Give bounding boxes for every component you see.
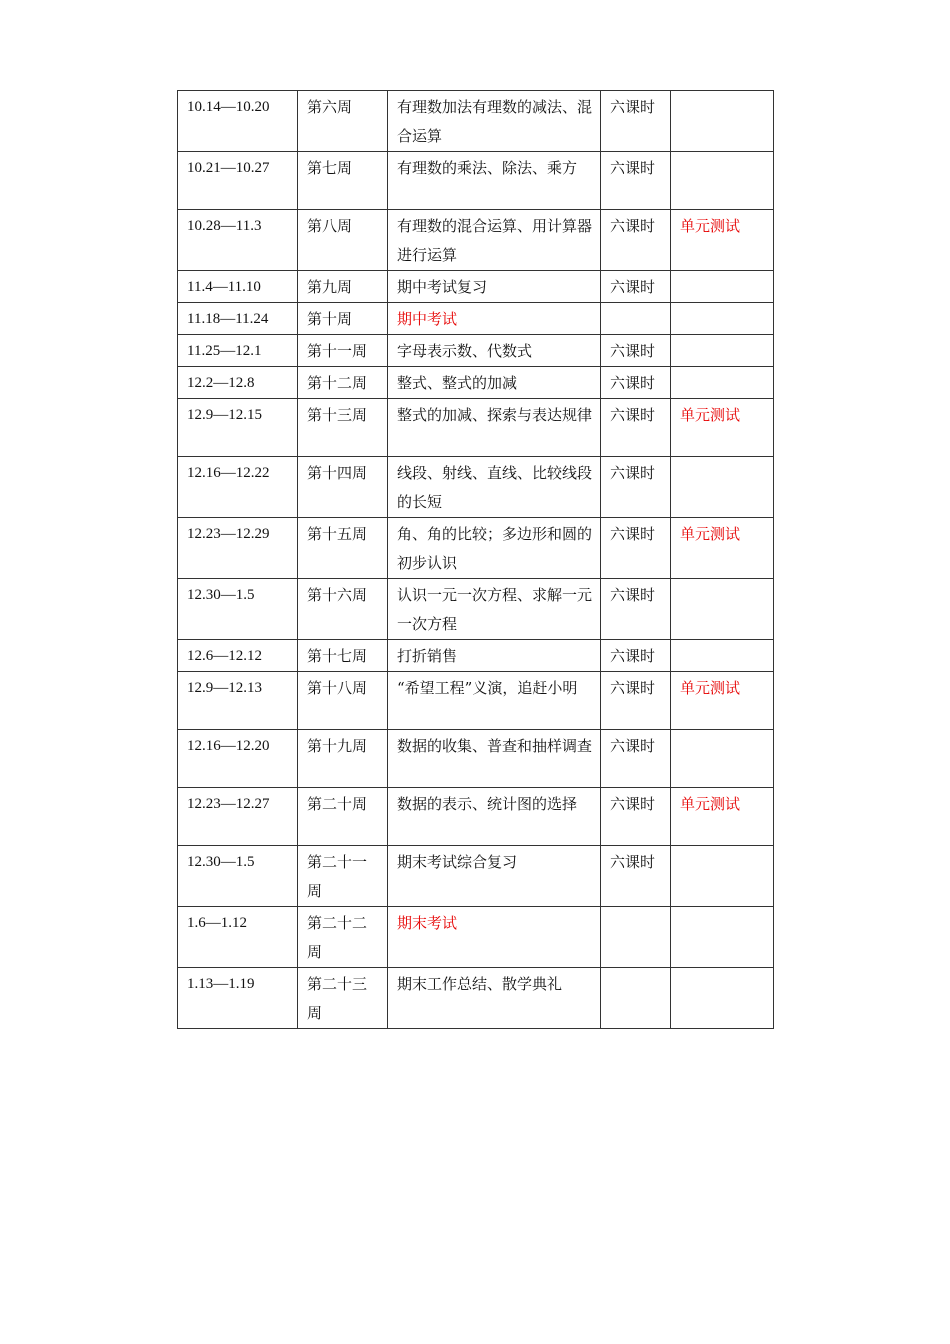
hours-cell: 六课时 xyxy=(601,846,671,907)
note-cell xyxy=(671,335,774,367)
week-cell: 第十九周 xyxy=(298,730,388,788)
hours-cell: 六课时 xyxy=(601,210,671,271)
hours-cell: 六课时 xyxy=(601,730,671,788)
content-cell: 整式、整式的加减 xyxy=(388,367,601,399)
hours-cell: 六课时 xyxy=(601,271,671,303)
week-cell: 第八周 xyxy=(298,210,388,271)
note-cell: 单元测试 xyxy=(671,518,774,579)
date-cell: 12.30—1.5 xyxy=(178,846,298,907)
hours-cell xyxy=(601,303,671,335)
week-cell: 第十一周 xyxy=(298,335,388,367)
week-cell: 第七周 xyxy=(298,152,388,210)
week-cell: 第十八周 xyxy=(298,672,388,730)
date-cell: 11.25—12.1 xyxy=(178,335,298,367)
hours-cell: 六课时 xyxy=(601,672,671,730)
week-cell: 第二十二周 xyxy=(298,907,388,968)
date-cell: 1.13—1.19 xyxy=(178,968,298,1029)
note-cell xyxy=(671,907,774,968)
hours-cell: 六课时 xyxy=(601,335,671,367)
note-cell: 单元测试 xyxy=(671,210,774,271)
date-cell: 11.18—11.24 xyxy=(178,303,298,335)
content-cell: 有理数加法有理数的减法、混合运算 xyxy=(388,91,601,152)
note-cell xyxy=(671,152,774,210)
table-row xyxy=(178,303,774,335)
hours-cell: 六课时 xyxy=(601,367,671,399)
hours-cell: 六课时 xyxy=(601,457,671,518)
date-cell: 10.14—10.20 xyxy=(178,91,298,152)
hours-cell: 六课时 xyxy=(601,91,671,152)
date-cell: 1.6—1.12 xyxy=(178,907,298,968)
content-cell: 期中考试 xyxy=(388,303,601,335)
week-cell: 第二十一周 xyxy=(298,846,388,907)
table-row xyxy=(178,152,774,210)
table-row xyxy=(178,672,774,730)
note-cell xyxy=(671,640,774,672)
week-cell: 第十三周 xyxy=(298,399,388,457)
schedule-table xyxy=(177,90,774,1029)
content-cell: 整式的加减、探索与表达规律 xyxy=(388,399,601,457)
content-cell: 数据的收集、普查和抽样调查 xyxy=(388,730,601,788)
content-cell: 字母表示数、代数式 xyxy=(388,335,601,367)
table-row xyxy=(178,968,774,1029)
content-cell: 期末考试综合复习 xyxy=(388,846,601,907)
table-row xyxy=(178,271,774,303)
week-cell: 第十二周 xyxy=(298,367,388,399)
date-cell: 12.23—12.27 xyxy=(178,788,298,846)
content-cell: 期中考试复习 xyxy=(388,271,601,303)
note-cell xyxy=(671,579,774,640)
hours-cell xyxy=(601,968,671,1029)
note-cell: 单元测试 xyxy=(671,788,774,846)
note-cell xyxy=(671,303,774,335)
table-row xyxy=(178,399,774,457)
hours-cell: 六课时 xyxy=(601,399,671,457)
week-cell: 第十六周 xyxy=(298,579,388,640)
note-cell xyxy=(671,271,774,303)
week-cell: 第六周 xyxy=(298,91,388,152)
table-row xyxy=(178,730,774,788)
note-cell xyxy=(671,846,774,907)
content-cell: 数据的表示、统计图的选择 xyxy=(388,788,601,846)
week-cell: 第二十三周 xyxy=(298,968,388,1029)
content-cell: 线段、射线、直线、比较线段的长短 xyxy=(388,457,601,518)
content-cell: 期末考试 xyxy=(388,907,601,968)
table-row xyxy=(178,367,774,399)
date-cell: 12.16—12.20 xyxy=(178,730,298,788)
date-cell: 12.2—12.8 xyxy=(178,367,298,399)
table-row xyxy=(178,579,774,640)
table-row xyxy=(178,640,774,672)
table-row xyxy=(178,788,774,846)
content-cell: 期末工作总结、散学典礼 xyxy=(388,968,601,1029)
content-cell: 有理数的混合运算、用计算器进行运算 xyxy=(388,210,601,271)
date-cell: 12.23—12.29 xyxy=(178,518,298,579)
week-cell: 第十周 xyxy=(298,303,388,335)
content-cell: “希望工程”义演，追赶小明 xyxy=(388,672,601,730)
date-cell: 12.9—12.13 xyxy=(178,672,298,730)
note-cell: 单元测试 xyxy=(671,399,774,457)
date-cell: 11.4—11.10 xyxy=(178,271,298,303)
hours-cell: 六课时 xyxy=(601,788,671,846)
note-cell xyxy=(671,730,774,788)
week-cell: 第二十周 xyxy=(298,788,388,846)
content-cell: 角、角的比较；多边形和圆的初步认识 xyxy=(388,518,601,579)
note-cell xyxy=(671,968,774,1029)
table-row xyxy=(178,210,774,271)
date-cell: 12.6—12.12 xyxy=(178,640,298,672)
table-row xyxy=(178,518,774,579)
content-cell: 认识一元一次方程、求解一元一次方程 xyxy=(388,579,601,640)
note-cell xyxy=(671,91,774,152)
date-cell: 10.28—11.3 xyxy=(178,210,298,271)
week-cell: 第九周 xyxy=(298,271,388,303)
note-cell: 单元测试 xyxy=(671,672,774,730)
note-cell xyxy=(671,367,774,399)
hours-cell xyxy=(601,907,671,968)
week-cell: 第十四周 xyxy=(298,457,388,518)
date-cell: 12.30—1.5 xyxy=(178,579,298,640)
schedule-table-body xyxy=(178,91,774,1029)
date-cell: 12.9—12.15 xyxy=(178,399,298,457)
week-cell: 第十五周 xyxy=(298,518,388,579)
date-cell: 12.16—12.22 xyxy=(178,457,298,518)
hours-cell: 六课时 xyxy=(601,518,671,579)
note-cell xyxy=(671,457,774,518)
hours-cell: 六课时 xyxy=(601,640,671,672)
date-cell: 10.21—10.27 xyxy=(178,152,298,210)
table-row xyxy=(178,846,774,907)
table-row xyxy=(178,457,774,518)
content-cell: 打折销售 xyxy=(388,640,601,672)
table-row xyxy=(178,335,774,367)
table-row xyxy=(178,91,774,152)
content-cell: 有理数的乘法、除法、乘方 xyxy=(388,152,601,210)
table-row xyxy=(178,907,774,968)
week-cell: 第十七周 xyxy=(298,640,388,672)
hours-cell: 六课时 xyxy=(601,579,671,640)
hours-cell: 六课时 xyxy=(601,152,671,210)
